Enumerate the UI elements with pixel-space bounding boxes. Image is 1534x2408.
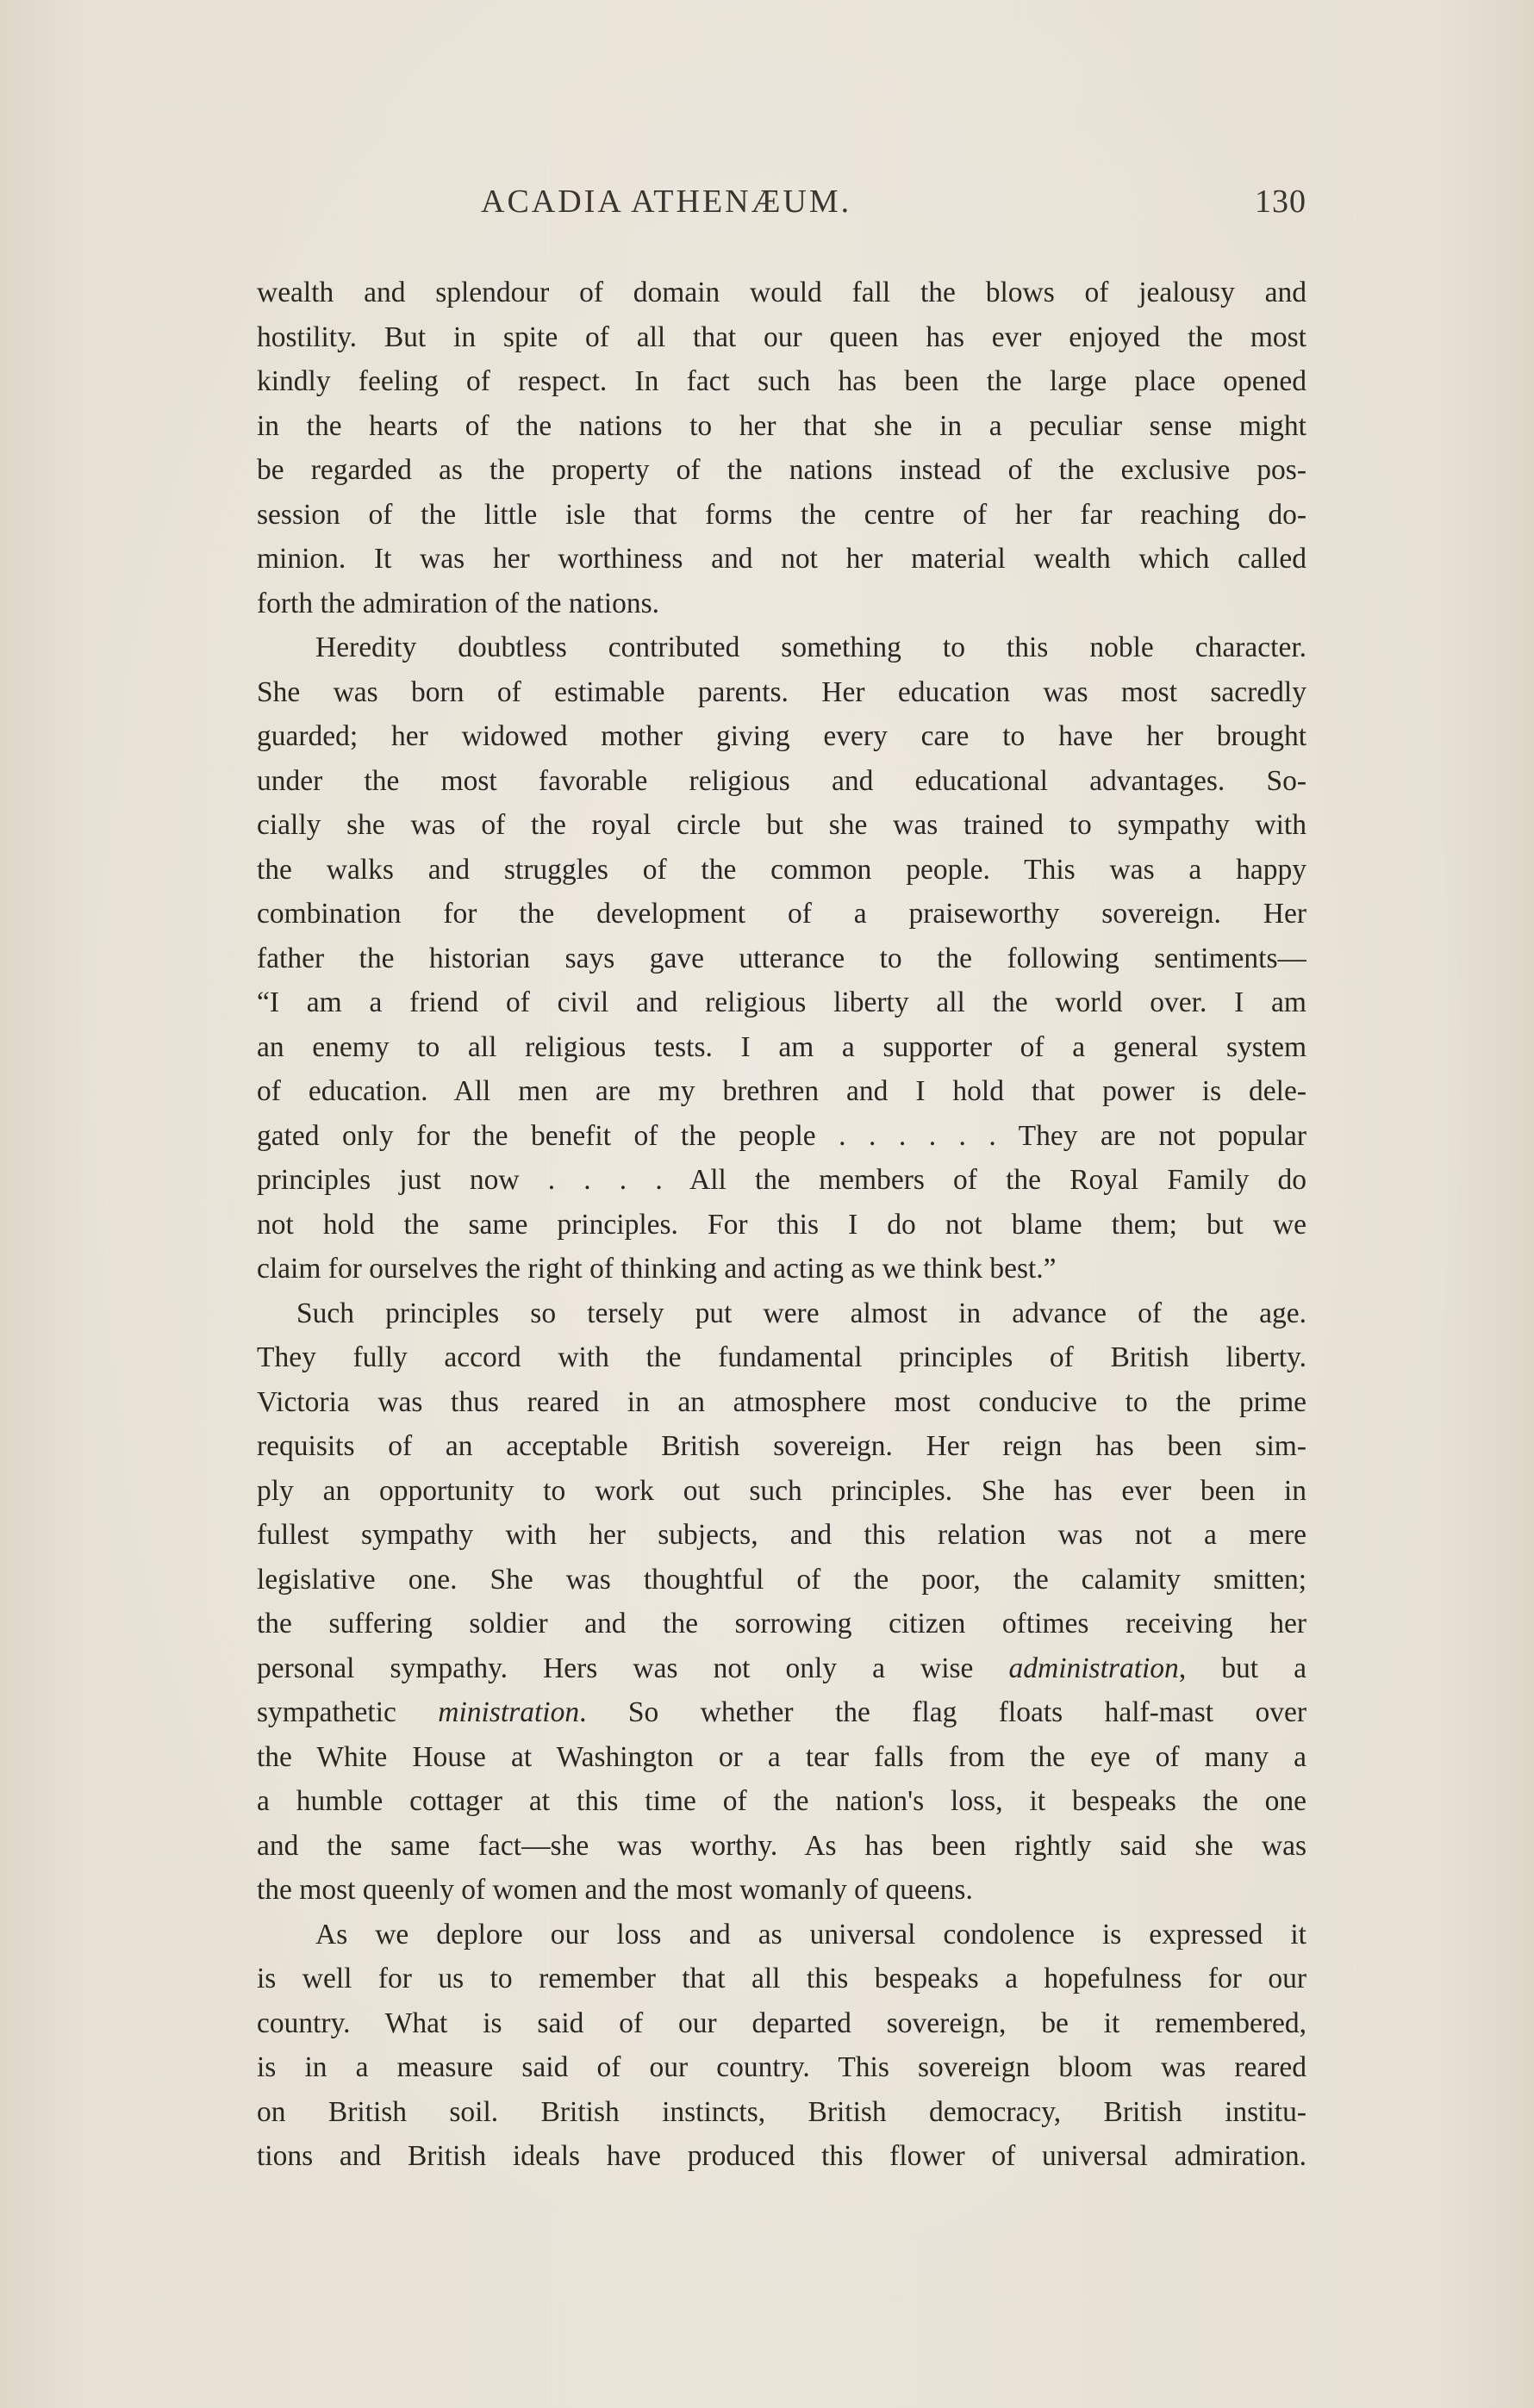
- text-line: father the historian says gave utterance to the following sentiments—: [257, 942, 1306, 974]
- text-line: requisits of an acceptable British sovereign. Her reign has been sim-: [257, 1430, 1306, 1462]
- text-line: of education. All men are my brethren and I hold that power is dele-: [257, 1075, 1306, 1107]
- text-line: minion. It was her worthiness and not her material wealth which called: [257, 543, 1306, 575]
- text-line: claim for ourselves the right of thinking and acting as we think best.”: [257, 1253, 1057, 1285]
- text-line: forth the admiration of the nations.: [257, 587, 660, 619]
- text-line: session of the little isle that forms the centre of her far reaching do-: [257, 498, 1306, 531]
- text-line: gated only for the benefit of the people . . . . . . They are not popular: [257, 1119, 1306, 1152]
- text-line: tions and British ideals have produced this flower of universal admiration.: [257, 2140, 1306, 2172]
- text-line: and the same fact—she was worthy. As has been rightly said she was: [257, 1829, 1306, 1862]
- text-line: “I am a friend of civil and religious liberty all the world over. I am: [257, 986, 1306, 1018]
- text-line: the walks and struggles of the common people. This was a happy: [257, 853, 1306, 886]
- text-line: the suffering soldier and the sorrowing citizen oftimes receiving her: [257, 1608, 1306, 1640]
- article-body: [257, 271, 1306, 2179]
- text-line: guarded; her widowed mother giving every care to have her brought: [257, 720, 1306, 752]
- text-line: kindly feeling of respect. In fact such has been the large place opened: [257, 365, 1306, 397]
- text-line: legislative one. She was thoughtful of the poor, the calamity smitten;: [257, 1563, 1306, 1596]
- text-line: Heredity doubtless contributed something to this noble character.: [315, 632, 1306, 663]
- text-line: an enemy to all religious tests. I am a supporter of a general system: [257, 1030, 1306, 1063]
- text-line: is in a measure said of our country. This sovereign bloom was reared: [257, 2051, 1306, 2083]
- text-line: not hold the same principles. For this I do not blame them; but we: [257, 1208, 1306, 1241]
- text-segment: . So whether the flag floats half-mast over: [579, 1696, 1306, 1728]
- text-line: They fully accord with the fundamental principles of British liberty.: [257, 1341, 1306, 1373]
- text-segment: sympathetic: [257, 1696, 439, 1728]
- text-line: is well for us to remember that all this bespeaks a hopefulness for our: [257, 1963, 1306, 1994]
- text-line: As we deplore our loss and as universal condolence is expressed it: [315, 1918, 1306, 1951]
- text-line-with-italic: [257, 1690, 1306, 1735]
- text-line: principles just now . . . . All the members of the Royal Family do: [257, 1164, 1306, 1196]
- text-line: under the most favorable religious and educational advantages. So-: [257, 764, 1306, 797]
- text-line: in the hearts of the nations to her that she in a peculiar sense might: [257, 409, 1306, 442]
- text-segment: , but a: [1178, 1652, 1306, 1684]
- page-number: 130: [1255, 184, 1306, 220]
- text-line: ply an opportunity to work out such principles. She has ever been in: [257, 1474, 1306, 1507]
- page-header: [257, 183, 1306, 234]
- text-line: be regarded as the property of the nations instead of the exclusive pos-: [257, 454, 1306, 486]
- text-line: country. What is said of our departed sovereign, be it remembered,: [257, 2007, 1306, 2039]
- text-line: a humble cottager at this time of the nation's loss, it bespeaks the one: [257, 1785, 1306, 1817]
- paragraph-2: [257, 625, 1306, 1291]
- text-line: She was born of estimable parents. Her education was most sacredly: [257, 675, 1306, 708]
- running-title: ACADIA ATHENÆUM.: [481, 184, 852, 220]
- text-line-with-italic: [257, 1646, 1306, 1691]
- italic-term: ministration: [438, 1696, 580, 1728]
- text-line: Victoria was thus reared in an atmosphere most conducive to the prime: [257, 1385, 1306, 1418]
- text-line: fullest sympathy with her subjects, and this relation was not a mere: [257, 1519, 1306, 1551]
- text-segment: personal sympathy. Hers was not only a wise: [257, 1652, 1009, 1684]
- text-line: cially she was of the royal circle but she was trained to sympathy with: [257, 809, 1306, 841]
- text-line: the most queenly of women and the most womanly of queens.: [257, 1874, 973, 1906]
- paragraph-4: [257, 1913, 1306, 2179]
- text-line: on British soil. British instincts, British democracy, British institu-: [257, 2095, 1306, 2128]
- text-line: the White House at Washington or a tear falls from the eye of many a: [257, 1740, 1306, 1773]
- text-line: Such principles so tersely put were almost in advance of the age.: [296, 1297, 1306, 1329]
- italic-term: administration: [1008, 1652, 1179, 1684]
- paragraph-3: [257, 1291, 1306, 1913]
- text-line: hostility. But in spite of all that our queen has ever enjoyed the most: [257, 320, 1306, 353]
- text-line: wealth and splendour of domain would fall the blows of jealousy and: [257, 277, 1306, 308]
- paragraph-1: [257, 271, 1306, 625]
- text-line: combination for the development of a praiseworthy sovereign. Her: [257, 898, 1306, 930]
